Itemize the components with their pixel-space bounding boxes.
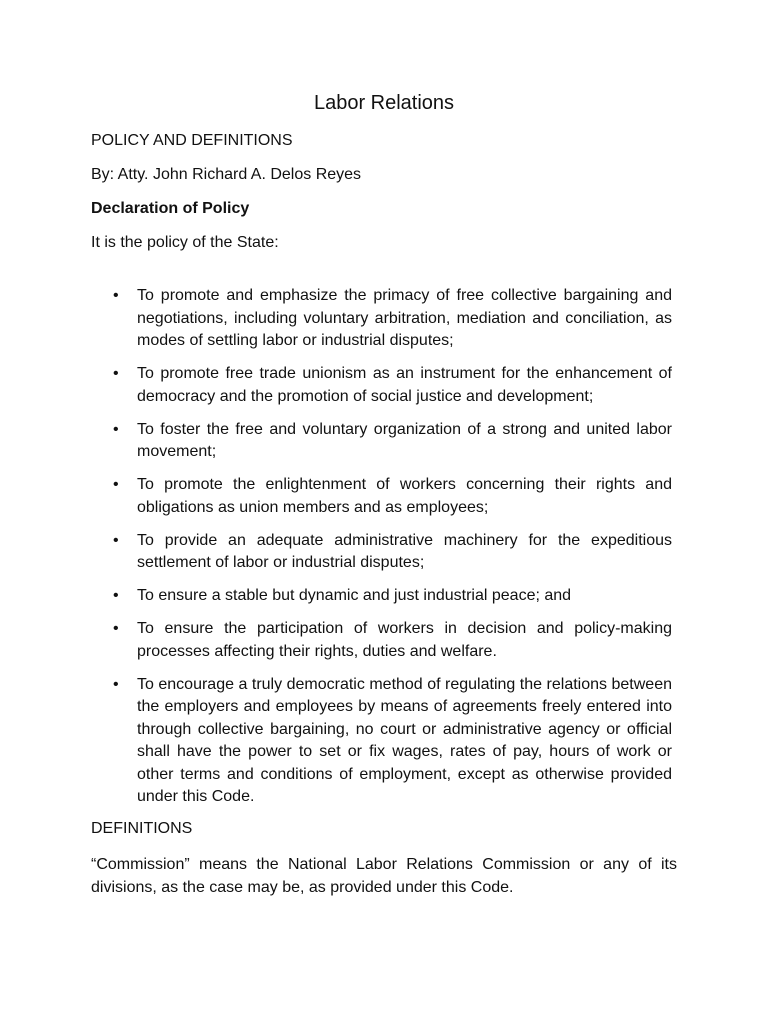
author-byline: By: Atty. John Richard A. Delos Reyes (91, 166, 362, 183)
document-subtitle: POLICY AND DEFINITIONS (91, 132, 293, 149)
policy-text: To provide an adequate administrative machinery for the expeditious settlement of labor or industrial disputes; (137, 531, 672, 571)
bullet-icon: • (113, 587, 119, 604)
list-item (91, 285, 672, 353)
policy-text: To promote and emphasize the primacy of free collective bargaining and negotiations, including voluntary arbitration, mediation and conciliation, as modes of settling labor or industrial disputes; (137, 287, 672, 349)
bullet-icon: • (113, 420, 119, 438)
list-item (91, 618, 672, 663)
intro-text: It is the policy of the State: (91, 234, 279, 251)
list-item (91, 363, 672, 408)
list-item (91, 474, 672, 519)
policy-text: To ensure a stable but dynamic and just industrial peace; and (137, 587, 572, 604)
policy-list (91, 285, 677, 809)
policy-text: To promote the enlightenment of workers concerning their rights and obligations as union members and as employees; (137, 476, 672, 516)
list-item (91, 419, 672, 464)
policy-text: To promote free trade unionism as an instrument for the enhancement of democracy and the promotion of social justice and development; (137, 365, 672, 405)
policy-text: To ensure the participation of workers in decision and policy-making processes affecting their rights, duties and welfare. (137, 620, 672, 660)
bullet-icon: • (113, 476, 119, 493)
document-title: Labor Relations (313, 92, 455, 114)
bullet-icon: • (113, 365, 119, 382)
list-item (91, 585, 672, 608)
bullet-icon: • (113, 620, 119, 637)
section-heading: Declaration of Policy (91, 200, 250, 217)
policy-text: To encourage a truly democratic method of regulating the relations between the employers and employees by means of agreements freely entered into through collective bargaining, no court or administrative agency or official shall have the power to set or fix wages, rates of pay, hours of work or other terms and conditions of employment, except as otherwise provided under this Code. (137, 675, 672, 805)
definition-commission: “Commission” means the National Labor Relations Commission or any of its divisions, as the case may be, as provided under this Code. (91, 856, 677, 896)
bullet-icon: • (113, 287, 119, 304)
definitions-heading: DEFINITIONS (91, 820, 193, 837)
policy-text: To foster the free and voluntary organization of a strong and united labor movement; (137, 420, 672, 460)
bullet-icon: • (113, 675, 119, 693)
bullet-icon: • (113, 531, 119, 549)
list-item (91, 530, 672, 575)
list-item (91, 674, 672, 809)
